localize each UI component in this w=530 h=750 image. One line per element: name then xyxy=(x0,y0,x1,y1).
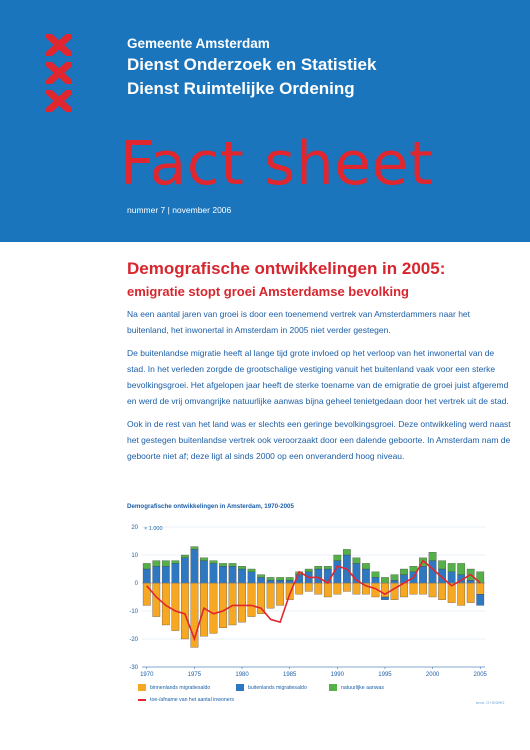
legend-swatch-buitenlands xyxy=(236,684,244,691)
bar xyxy=(448,563,455,571)
y-tick-label: 10 xyxy=(131,553,138,559)
bar xyxy=(372,577,379,583)
legend-label-natuurlijk: natuurlijke aanwas xyxy=(341,685,384,691)
legend-swatch-total-line xyxy=(138,699,146,701)
bar xyxy=(324,583,331,597)
bar xyxy=(210,583,217,633)
bar xyxy=(438,561,445,569)
bar xyxy=(353,558,360,564)
legend-label-total: toe-/afname van het aantal inwoners xyxy=(150,697,234,703)
bar xyxy=(200,561,207,583)
bar xyxy=(248,583,255,617)
cross-icon-3 xyxy=(46,90,72,112)
bar xyxy=(191,549,198,583)
x-tick-label: 1995 xyxy=(378,672,392,678)
x-tick-label: 1975 xyxy=(187,672,202,678)
bar xyxy=(229,563,236,566)
bar xyxy=(219,583,226,628)
bar xyxy=(229,583,236,625)
legend-swatch-natuurlijk xyxy=(329,684,337,691)
bar xyxy=(343,549,350,555)
bar xyxy=(267,580,274,583)
bar xyxy=(143,563,150,569)
bar xyxy=(267,583,274,608)
bar xyxy=(315,566,322,569)
page-title: Fact sheet xyxy=(120,129,433,199)
bar xyxy=(153,566,160,583)
bar xyxy=(172,561,179,564)
bar xyxy=(181,558,188,583)
bar xyxy=(429,552,436,560)
paragraph-2: De buitenlandse migratie heeft al lange tijd grote invloed op het verloop van het inwonertal van de stad. In het verleden zorgde de grootschalige vestiging vanuit het buitenland vaak voor een sterke bevolkingsgroei. Het afgelopen jaar heeft de sterke toename van de emigratie de groei juist afgeremd en werd de vrij omvangrijke natuurlijke aanwas bijna geheel tenietgedaan door het vertrek uit de stad. xyxy=(127,348,509,406)
bar xyxy=(276,580,283,583)
bar xyxy=(410,566,417,572)
y-tick-label: -10 xyxy=(129,609,138,615)
legend-label-buitenlands: buitenlands migratiesaldo xyxy=(248,685,307,691)
legend-label-binnenlands: binnenlands migratiesaldo xyxy=(150,685,211,691)
header-banner xyxy=(0,0,530,242)
bar xyxy=(172,563,179,583)
article-body xyxy=(127,306,512,471)
bar xyxy=(457,583,464,605)
article-subheading: emigratie stopt groei Amsterdamse bevolking xyxy=(127,284,409,299)
bar xyxy=(219,566,226,583)
bar xyxy=(381,597,388,600)
paragraph-1: Na een aantal jaren van groei is door een toenemend vertrek van Amsterdammers naar het buitenland, het inwonertal in Amsterdam in 2005 niet verder gestegen. xyxy=(127,309,471,335)
bar xyxy=(315,583,322,594)
article-heading: Demografische ontwikkelingen in 2005: xyxy=(127,259,446,278)
bar xyxy=(343,583,350,591)
bar xyxy=(391,583,398,600)
bar xyxy=(467,580,474,583)
org-line-2: Dienst Onderzoek en Statistiek xyxy=(127,55,377,74)
bar xyxy=(286,580,293,583)
bar xyxy=(238,569,245,583)
bar xyxy=(305,569,312,572)
bar xyxy=(295,583,302,594)
chart xyxy=(120,515,495,683)
bar xyxy=(172,583,179,631)
bar xyxy=(391,575,398,581)
bar xyxy=(181,583,188,639)
bar xyxy=(248,572,255,583)
x-tick-label: 1980 xyxy=(235,672,249,678)
issue-number: nummer 7 | november 2006 xyxy=(127,205,232,215)
x-tick-label: 1985 xyxy=(283,672,297,678)
bar xyxy=(324,566,331,569)
bar xyxy=(248,569,255,572)
bar xyxy=(238,583,245,622)
bar xyxy=(372,572,379,578)
bar xyxy=(362,569,369,583)
org-line-3: Dienst Ruimtelijke Ordening xyxy=(127,79,355,98)
bar xyxy=(210,561,217,564)
bar xyxy=(191,547,198,550)
bar xyxy=(257,577,264,583)
bar xyxy=(143,569,150,583)
chart-title: Demografische ontwikkelingen in Amsterdam, 1970-2005 xyxy=(127,503,294,510)
bar xyxy=(477,583,484,594)
paragraph-3: Ook in de rest van het land was er slechts een geringe bevolkingsgroei. Deze ontwikkeling werd naast het gestegen buitenlandse vertrek ook veroorzaakt door een dalende geboorte. In Amsterdam nam de geboorte niet af; deze ligt al sinds 2000 op een onveranderd hoog niveau. xyxy=(127,419,511,461)
bar xyxy=(267,577,274,580)
cross-icon-1 xyxy=(46,34,72,56)
bar xyxy=(210,563,217,583)
chart-source: bron: O+S/DRO xyxy=(476,700,505,705)
legend-swatch-binnenlands xyxy=(138,684,146,691)
bar xyxy=(181,555,188,558)
bar xyxy=(162,561,169,567)
bar xyxy=(305,583,312,591)
bar xyxy=(353,583,360,594)
x-tick-label: 2000 xyxy=(425,672,440,678)
bar xyxy=(467,583,474,603)
x-tick-label: 2005 xyxy=(473,672,487,678)
y-tick-label: 0 xyxy=(134,581,138,587)
bar xyxy=(286,583,293,600)
y-tick-label: -20 xyxy=(129,637,138,643)
bar xyxy=(276,583,283,605)
bar xyxy=(153,561,160,567)
y-unit-label: × 1.000 xyxy=(144,526,163,532)
bar xyxy=(315,569,322,583)
x-tick-label: 1970 xyxy=(140,672,154,678)
bar xyxy=(400,569,407,575)
bar xyxy=(410,583,417,594)
bar xyxy=(429,583,436,597)
bar xyxy=(162,566,169,583)
amsterdam-logo xyxy=(46,34,74,118)
bar xyxy=(477,594,484,605)
y-tick-label: 20 xyxy=(131,525,138,531)
org-line-1: Gemeente Amsterdam xyxy=(127,36,270,51)
cross-icon-2 xyxy=(46,62,72,84)
bar xyxy=(200,558,207,561)
bar xyxy=(419,566,426,583)
bar xyxy=(391,580,398,583)
bar xyxy=(457,563,464,574)
bar xyxy=(257,575,264,578)
bar xyxy=(381,577,388,583)
bar xyxy=(362,563,369,569)
bar xyxy=(334,555,341,561)
bar xyxy=(448,572,455,583)
bar xyxy=(286,577,293,580)
bar xyxy=(229,566,236,583)
bar xyxy=(419,583,426,594)
bar xyxy=(238,566,245,569)
bar xyxy=(334,583,341,594)
bar xyxy=(219,563,226,566)
bar xyxy=(438,583,445,600)
y-tick-label: -30 xyxy=(129,665,138,671)
x-tick-label: 1990 xyxy=(330,672,344,678)
bar xyxy=(276,577,283,580)
